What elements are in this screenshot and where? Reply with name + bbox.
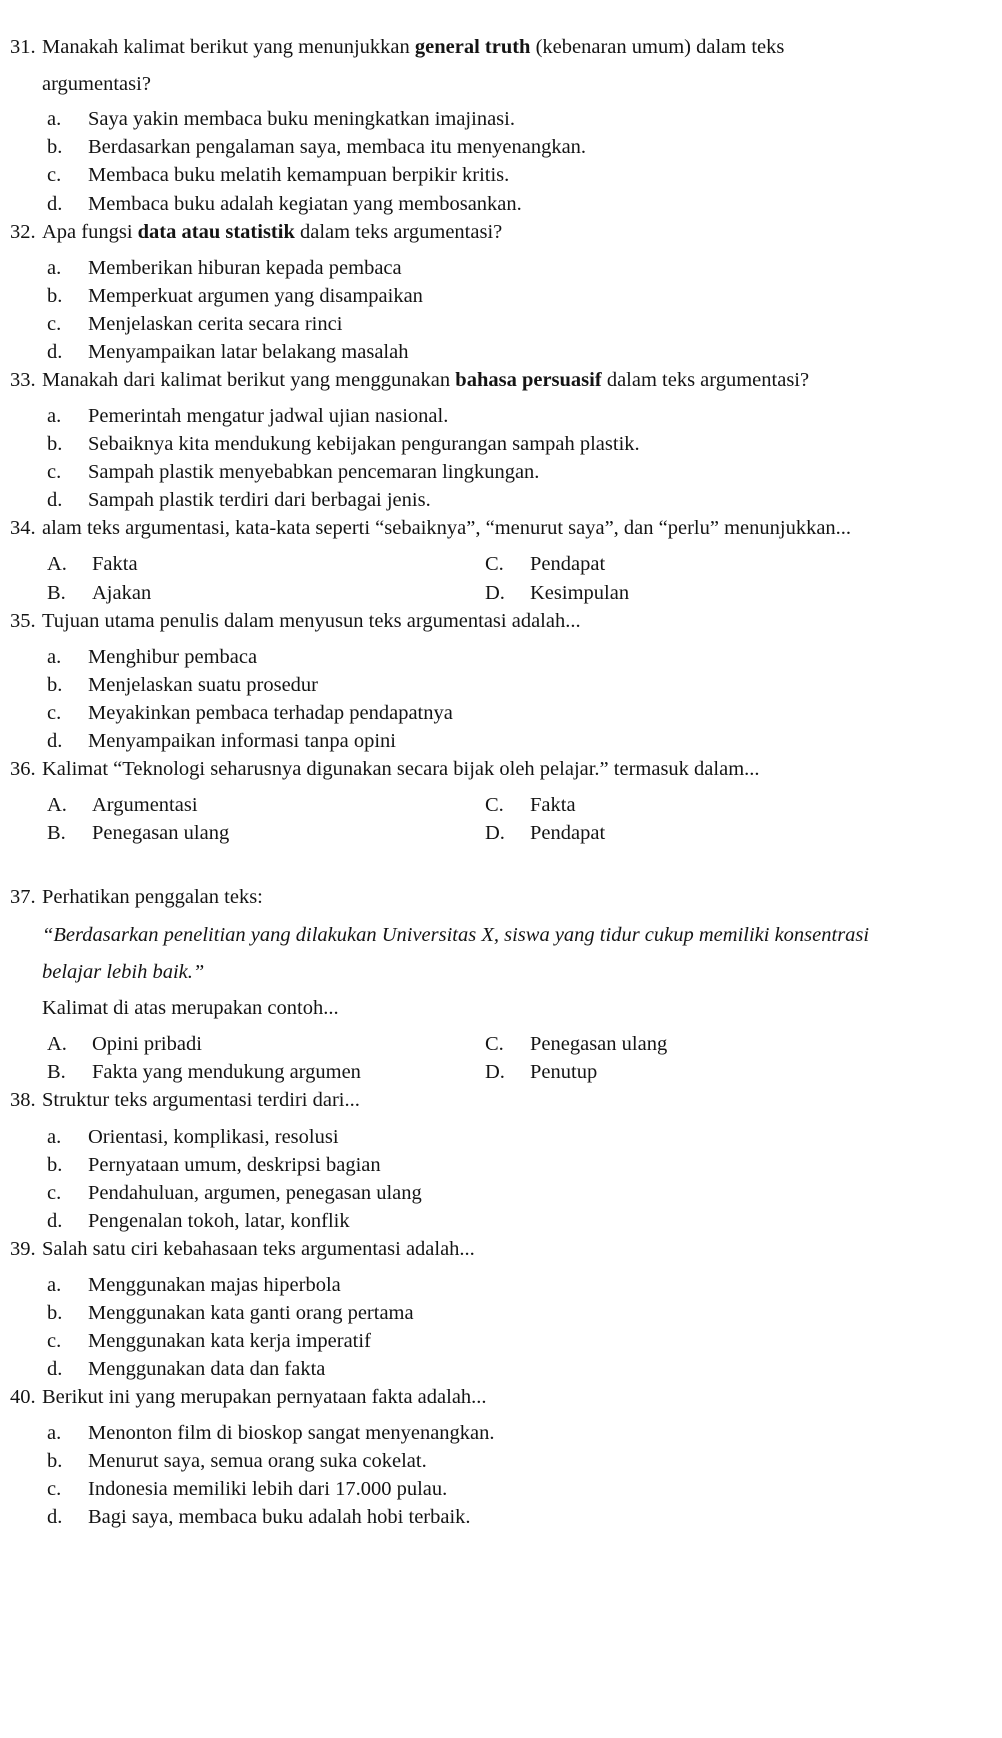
option-letter: B. — [47, 822, 66, 844]
option-letter: B. — [47, 582, 66, 604]
question-31-continuation: argumentasi? — [42, 73, 151, 95]
question-text: Struktur teks argumentasi terdiri dari... — [42, 1089, 360, 1111]
question-number: 40. — [10, 1386, 36, 1408]
question-text: Kalimat “Teknologi seharusnya digunakan secara bijak oleh pelajar.” termasuk dalam... — [42, 758, 760, 780]
option-text: Fakta — [92, 553, 138, 575]
option-text: Fakta yang mendukung argumen — [92, 1061, 361, 1083]
option-text: Membaca buku adalah kegiatan yang membosankan. — [88, 193, 522, 215]
option-text: Sampah plastik menyebabkan pencemaran lingkungan. — [88, 461, 540, 483]
option-38-b[interactable] — [47, 1154, 381, 1177]
question-38 — [10, 1089, 360, 1112]
option-text: Meyakinkan pembaca terhadap pendapatnya — [88, 702, 453, 724]
option-letter: d. — [47, 193, 63, 215]
option-letter: C. — [485, 1033, 504, 1055]
option-letter: d. — [47, 730, 63, 752]
option-33-d[interactable] — [47, 489, 431, 512]
option-33-a[interactable] — [47, 405, 448, 428]
quote-line-1: “Berdasarkan penelitian yang dilakukan Universitas X, siswa yang tidur cukup memiliki konsentrasi — [42, 924, 870, 946]
option-32-a[interactable] — [47, 257, 402, 280]
option-letter: a. — [47, 1422, 62, 1444]
option-32-b[interactable] — [47, 285, 423, 308]
option-40-a[interactable] — [47, 1422, 495, 1445]
question-text: Manakah dari kalimat berikut yang menggunakan — [42, 369, 456, 391]
option-text: Memberikan hiburan kepada pembaca — [88, 257, 402, 279]
option-text: Opini pribadi — [92, 1033, 202, 1055]
option-36-D[interactable] — [485, 822, 605, 845]
option-letter: A. — [47, 1033, 67, 1055]
question-number: 38. — [10, 1089, 36, 1111]
option-text: Membaca buku melatih kemampuan berpikir kritis. — [88, 164, 510, 186]
option-letter: a. — [47, 405, 62, 427]
option-37-B[interactable] — [47, 1061, 361, 1084]
option-letter: b. — [47, 1302, 63, 1324]
question-number: 32. — [10, 221, 36, 243]
option-39-d[interactable] — [47, 1358, 325, 1381]
option-letter: b. — [47, 285, 63, 307]
question-keyword: data atau statistik — [137, 221, 295, 243]
option-36-B[interactable] — [47, 822, 229, 845]
option-text: Menurut saya, semua orang suka cokelat. — [88, 1450, 427, 1472]
question-text: dalam teks argumentasi? — [294, 221, 503, 243]
question-number: 31. — [10, 36, 36, 58]
option-text: Orientasi, komplikasi, resolusi — [88, 1126, 339, 1148]
option-letter: D. — [485, 822, 505, 844]
question-35 — [10, 610, 581, 633]
question-37 — [10, 886, 263, 909]
option-text: Pendapat — [530, 553, 606, 575]
question-text: Manakah kalimat berikut yang menunjukkan — [42, 36, 415, 58]
option-text: Sampah plastik terdiri dari berbagai jenis. — [88, 489, 431, 511]
option-letter: d. — [47, 1210, 63, 1232]
option-text: Sebaiknya kita mendukung kebijakan pengurangan sampah plastik. — [88, 433, 640, 455]
option-34-C[interactable] — [485, 553, 605, 576]
question-number: 35. — [10, 610, 36, 632]
option-38-a[interactable] — [47, 1126, 339, 1149]
option-33-b[interactable] — [47, 433, 640, 456]
option-35-c[interactable] — [47, 702, 453, 725]
option-letter: A. — [47, 553, 67, 575]
option-38-c[interactable] — [47, 1182, 422, 1205]
question-33 — [10, 369, 809, 392]
quote-line-2: belajar lebih baik.” — [42, 961, 205, 983]
question-keyword: bahasa persuasif — [455, 369, 602, 391]
option-39-b[interactable] — [47, 1302, 414, 1325]
option-text: Pendahuluan, argumen, penegasan ulang — [88, 1182, 422, 1204]
option-35-a[interactable] — [47, 646, 257, 669]
option-31-a[interactable] — [47, 108, 515, 131]
option-letter: C. — [485, 794, 504, 816]
option-text: Berdasarkan pengalaman saya, membaca itu menyenangkan. — [88, 136, 587, 158]
option-text: Pengenalan tokoh, latar, konflik — [88, 1210, 350, 1232]
option-letter: d. — [47, 341, 63, 363]
question-text: Apa fungsi — [42, 221, 138, 243]
option-33-c[interactable] — [47, 461, 539, 484]
option-36-A[interactable] — [47, 794, 198, 817]
option-letter: c. — [47, 1330, 62, 1352]
option-text: Menghibur pembaca — [88, 646, 258, 668]
option-text: Menjelaskan suatu prosedur — [88, 674, 318, 696]
question-34 — [10, 517, 851, 540]
option-32-d[interactable] — [47, 341, 408, 364]
option-letter: a. — [47, 646, 62, 668]
question-text: alam teks argumentasi, kata-kata seperti “sebaiknya”, “menurut saya”, dan “perlu” menunjukkan... — [42, 517, 852, 539]
option-text: Menggunakan kata ganti orang pertama — [88, 1302, 414, 1324]
option-text: Menyampaikan latar belakang masalah — [88, 341, 409, 363]
option-letter: c. — [47, 702, 62, 724]
option-39-c[interactable] — [47, 1330, 371, 1353]
option-40-c[interactable] — [47, 1478, 447, 1501]
option-letter: a. — [47, 1274, 62, 1296]
option-34-A[interactable] — [47, 553, 138, 576]
option-38-d[interactable] — [47, 1210, 350, 1233]
option-37-D[interactable] — [485, 1061, 597, 1084]
option-text: Bagi saya, membaca buku adalah hobi terbaik. — [88, 1506, 471, 1528]
option-letter: D. — [485, 582, 505, 604]
question-text: Perhatikan penggalan teks: — [42, 886, 263, 908]
question-40 — [10, 1386, 487, 1409]
option-text: Ajakan — [92, 582, 152, 604]
question-number: 37. — [10, 886, 36, 908]
option-31-b[interactable] — [47, 136, 586, 159]
option-text: Pernyataan umum, deskripsi bagian — [88, 1154, 381, 1176]
option-letter: b. — [47, 1450, 63, 1472]
option-letter: b. — [47, 433, 63, 455]
question-number: 33. — [10, 369, 36, 391]
option-letter: A. — [47, 794, 67, 816]
question-text: Berikut ini yang merupakan pernyataan fakta adalah... — [42, 1386, 487, 1408]
question-text: dalam teks argumentasi? — [601, 369, 810, 391]
question-36 — [10, 758, 760, 781]
option-letter: d. — [47, 1358, 63, 1380]
option-32-c[interactable] — [47, 313, 342, 336]
option-text: Saya yakin membaca buku meningkatkan imajinasi. — [88, 108, 515, 130]
option-letter: d. — [47, 1506, 63, 1528]
question-text: Tujuan utama penulis dalam menyusun teks argumentasi adalah... — [42, 610, 581, 632]
option-text: Penegasan ulang — [92, 822, 230, 844]
option-text: Menonton film di bioskop sangat menyenangkan. — [88, 1422, 495, 1444]
question-prompt: Kalimat di atas merupakan contoh... — [42, 997, 339, 1019]
option-text: Menggunakan majas hiperbola — [88, 1274, 341, 1296]
option-letter: c. — [47, 164, 62, 186]
option-text: Menjelaskan cerita secara rinci — [88, 313, 343, 335]
question-text: Salah satu ciri kebahasaan teks argumentasi adalah... — [42, 1238, 475, 1260]
option-37-A[interactable] — [47, 1033, 202, 1056]
option-34-B[interactable] — [47, 582, 151, 605]
option-letter: c. — [47, 461, 62, 483]
option-31-c[interactable] — [47, 164, 509, 187]
option-text: Menyampaikan informasi tanpa opini — [88, 730, 396, 752]
option-text: Menggunakan kata kerja imperatif — [88, 1330, 371, 1352]
option-letter: b. — [47, 674, 63, 696]
option-letter: d. — [47, 489, 63, 511]
question-number: 36. — [10, 758, 36, 780]
option-35-b[interactable] — [47, 674, 318, 697]
question-31 — [10, 36, 784, 59]
option-text: Menggunakan data dan fakta — [88, 1358, 326, 1380]
option-text: Penegasan ulang — [530, 1033, 668, 1055]
option-letter: b. — [47, 136, 63, 158]
option-letter: c. — [47, 313, 62, 335]
option-letter: a. — [47, 1126, 62, 1148]
option-39-a[interactable] — [47, 1274, 341, 1297]
option-text: Pendapat — [530, 822, 606, 844]
option-letter: D. — [485, 1061, 505, 1083]
option-37-C[interactable] — [485, 1033, 667, 1056]
question-number: 34. — [10, 517, 36, 539]
option-36-C[interactable] — [485, 794, 576, 817]
question-text: (kebenaran umum) dalam teks — [530, 36, 785, 58]
option-letter: c. — [47, 1478, 62, 1500]
option-text: Argumentasi — [92, 794, 198, 816]
option-letter: b. — [47, 1154, 63, 1176]
question-number: 39. — [10, 1238, 36, 1260]
question-39 — [10, 1238, 475, 1261]
option-letter: a. — [47, 257, 62, 279]
option-text: Penutup — [530, 1061, 598, 1083]
question-32 — [10, 221, 502, 244]
option-34-D[interactable] — [485, 582, 629, 605]
option-text: Indonesia memiliki lebih dari 17.000 pulau. — [88, 1478, 448, 1500]
option-letter: B. — [47, 1061, 66, 1083]
option-40-b[interactable] — [47, 1450, 427, 1473]
option-text: Memperkuat argumen yang disampaikan — [88, 285, 423, 307]
option-letter: C. — [485, 553, 504, 575]
option-text: Pemerintah mengatur jadwal ujian nasional. — [88, 405, 449, 427]
option-31-d[interactable] — [47, 193, 522, 216]
option-letter: c. — [47, 1182, 62, 1204]
option-letter: a. — [47, 108, 62, 130]
option-text: Fakta — [530, 794, 576, 816]
question-keyword: general truth — [414, 36, 531, 58]
option-35-d[interactable] — [47, 730, 396, 753]
option-40-d[interactable] — [47, 1506, 471, 1529]
option-text: Kesimpulan — [530, 582, 630, 604]
